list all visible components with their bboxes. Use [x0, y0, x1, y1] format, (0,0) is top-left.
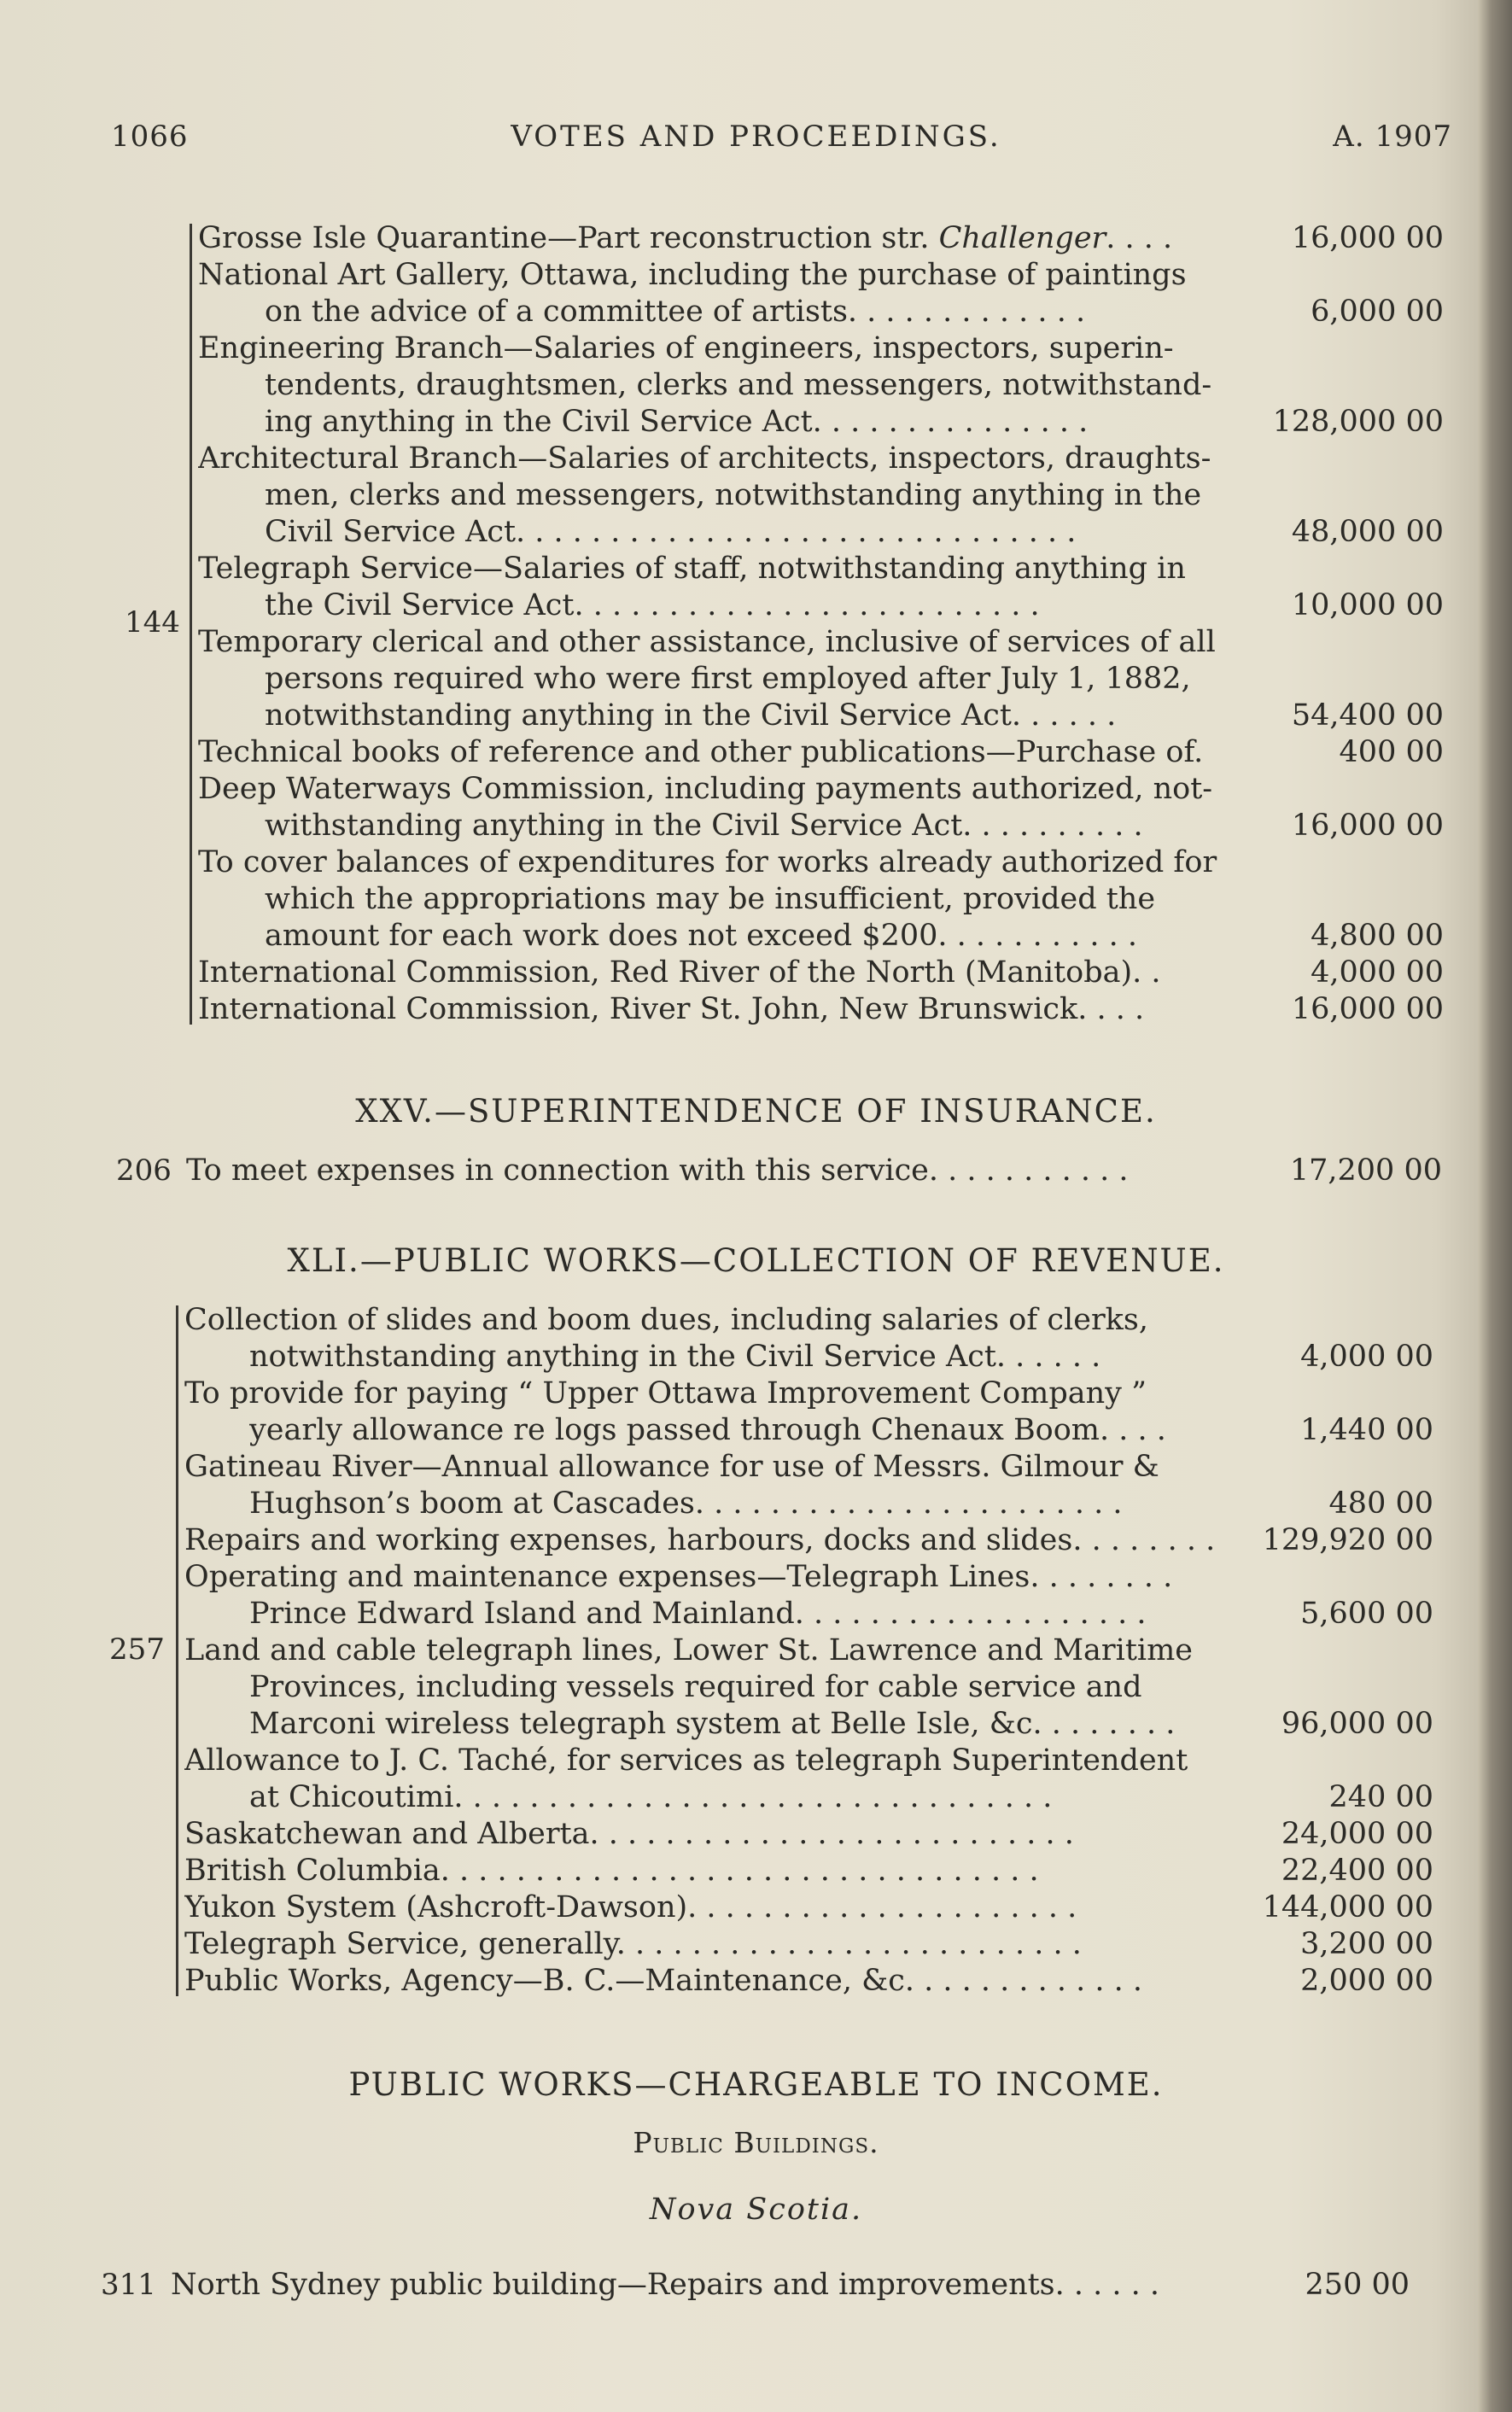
item-description: amount for each work does not exceed $200. . . . . . . . . . .	[265, 919, 1138, 953]
item-description: yearly allowance re logs passed through Chenaux Boom. . . .	[249, 1413, 1166, 1447]
item-description: at Chicoutimi. . . . . . . . . . . . . . . . . . . . . . . . . . . . . . . .	[249, 1780, 1053, 1814]
list-item-line	[0, 330, 1512, 367]
item-amount: 22,400 00	[1281, 1854, 1433, 1888]
item-amount: 129,920 00	[1262, 1523, 1433, 1557]
item-amount: 16,000 00	[1291, 809, 1444, 843]
item-description: Prince Edward Island and Mainland. . . . . . . . . . . . . . . . . . .	[249, 1597, 1147, 1631]
item-amount: 24,000 00	[1281, 1817, 1433, 1851]
item-description: Public Works, Agency—B. C.—Maintenance, &c. . . . . . . . . . . . .	[184, 1964, 1142, 1998]
list-item-line	[0, 881, 1512, 918]
list-item-line	[0, 1889, 1512, 1926]
list-item-line	[0, 441, 1512, 477]
list-item-line	[0, 551, 1512, 587]
list-item-line	[0, 991, 1512, 1028]
item-amount: 48,000 00	[1291, 515, 1444, 549]
list-item-line	[0, 1779, 1512, 1816]
item-description: notwithstanding anything in the Civil Service Act. . . . . .	[249, 1340, 1101, 1374]
list-item-line	[0, 220, 1512, 257]
item-description: Collection of slides and boom dues, including salaries of clerks,	[184, 1303, 1148, 1337]
item-amount: 4,000 00	[1300, 1340, 1433, 1374]
item-description: To meet expenses in connection with this service. . . . . . . . . . .	[186, 1153, 1129, 1188]
item-description: Hughson’s boom at Cascades. . . . . . . . . . . . . . . . . . . . . . .	[249, 1486, 1123, 1521]
section-income-province: Nova Scotia.	[649, 2193, 863, 2227]
item-description: British Columbia. . . . . . . . . . . . . . . . . . . . . . . . . . . . . . . .	[184, 1854, 1039, 1888]
list-item-line	[0, 1339, 1512, 1375]
list-item-line	[0, 294, 1512, 330]
item-description: which the appropriations may be insufficient, provided the	[265, 882, 1156, 916]
list-item-line	[0, 661, 1512, 698]
item-amount: 240 00	[1328, 1780, 1433, 1814]
item-description: To provide for paying “ Upper Ottawa Improvement Company ”	[184, 1376, 1147, 1410]
item-description: International Commission, Red River of the North (Manitoba). .	[198, 955, 1161, 990]
item-description: Saskatchewan and Alberta. . . . . . . . . . . . . . . . . . . . . . . . . .	[184, 1817, 1074, 1851]
item-description: Engineering Branch—Salaries of engineers, inspectors, superin-	[198, 331, 1174, 365]
list-item-line	[0, 698, 1512, 734]
item-description: Allowance to J. C. Taché, for services as telegraph Superintendent	[184, 1743, 1188, 1778]
list-item-line	[0, 1486, 1512, 1522]
item-amount: 96,000 00	[1281, 1707, 1433, 1741]
item-amount: 480 00	[1328, 1486, 1433, 1521]
list-item-line	[0, 1522, 1512, 1559]
item-description: Land and cable telegraph lines, Lower St. Lawrence and Maritime	[184, 1633, 1193, 1667]
item-description: Repairs and working expenses, harbours, docks and slides. . . . . . . .	[184, 1523, 1216, 1557]
list-item-line	[0, 1853, 1512, 1889]
page-title: VOTES AND PROCEEDINGS.	[511, 120, 1001, 154]
item-amount: 4,800 00	[1311, 919, 1444, 953]
item-amount: 17,200 00	[1289, 1153, 1442, 1188]
item-description: notwithstanding anything in the Civil Service Act. . . . . .	[265, 698, 1117, 733]
item-description: Marconi wireless telegraph system at Belle Isle, &c. . . . . . . .	[249, 1707, 1176, 1741]
item-description: Provinces, including vessels required for cable service and	[249, 1670, 1142, 1704]
vote-number: 206	[116, 1153, 172, 1188]
item-description: Civil Service Act. . . . . . . . . . . . . . . . . . . . . . . . . . . . . .	[265, 515, 1077, 549]
item-amount: 4,000 00	[1311, 955, 1444, 990]
item-amount: 16,000 00	[1291, 221, 1444, 255]
page-number: 1066	[111, 120, 189, 154]
item-amount: 144,000 00	[1262, 1890, 1433, 1924]
item-amount: 16,000 00	[1291, 992, 1444, 1026]
item-amount: 54,400 00	[1291, 698, 1444, 733]
item-description: men, clerks and messengers, notwithstanding anything in the	[265, 478, 1202, 512]
item-description: North Sydney public building—Repairs and improvements. . . . . .	[171, 2268, 1160, 2302]
item-description: Gatineau River—Annual allowance for use of Messrs. Gilmour &	[184, 1450, 1159, 1484]
list-item-line	[0, 1412, 1512, 1449]
vote-number: 144	[125, 605, 180, 640]
insurance-row	[0, 1153, 1512, 1189]
list-item-line	[0, 1926, 1512, 1963]
section-revenue-title: XLI.—PUBLIC WORKS—COLLECTION OF REVENUE.	[287, 1242, 1225, 1279]
list-item-line	[0, 404, 1512, 441]
item-description: To cover balances of expenditures for works already authorized for	[198, 845, 1217, 879]
list-item-line	[0, 844, 1512, 881]
list-item-line	[0, 771, 1512, 808]
item-description: Temporary clerical and other assistance, inclusive of services of all	[198, 625, 1216, 659]
item-amount: 250 00	[1305, 2268, 1410, 2302]
group-brace	[190, 224, 192, 1025]
item-description: tendents, draughtsmen, clerks and messengers, notwithstand-	[265, 368, 1212, 402]
list-item-line	[0, 624, 1512, 661]
item-description: Telegraph Service—Salaries of staff, notwithstanding anything in	[198, 552, 1186, 586]
item-description: Operating and maintenance expenses—Telegraph Lines. . . . . . . .	[184, 1560, 1173, 1594]
item-amount: 5,600 00	[1300, 1597, 1433, 1631]
item-description: Architectural Branch—Salaries of architects, inspectors, draughts-	[198, 441, 1211, 476]
list-item-line	[0, 477, 1512, 514]
list-item-line	[0, 955, 1512, 991]
income-row	[0, 2267, 1512, 2304]
list-item-line	[0, 1302, 1512, 1339]
list-item-line	[0, 1375, 1512, 1412]
item-description: Grosse Isle Quarantine—Part reconstruction str. Challenger. . . .	[198, 221, 1173, 255]
item-description: Telegraph Service, generally. . . . . . . . . . . . . . . . . . . . . . . . .	[184, 1927, 1082, 1961]
list-item-line	[0, 587, 1512, 624]
list-item-line	[0, 1816, 1512, 1853]
page-year: A. 1907	[1333, 120, 1452, 154]
list-item-line	[0, 257, 1512, 294]
item-description: International Commission, River St. John, New Brunswick. . . .	[198, 992, 1145, 1026]
group-brace	[176, 1305, 178, 1996]
item-amount: 400 00	[1339, 735, 1444, 769]
list-item-line	[0, 1669, 1512, 1706]
vote-number: 257	[109, 1632, 165, 1667]
list-item-line	[0, 1963, 1512, 2000]
list-item-line	[0, 1632, 1512, 1669]
item-amount: 2,000 00	[1300, 1964, 1433, 1998]
list-item-line	[0, 1596, 1512, 1632]
item-amount: 1,440 00	[1300, 1413, 1433, 1447]
item-description: withstanding anything in the Civil Service Act. . . . . . . . . .	[265, 809, 1143, 843]
item-description: Yukon System (Ashcroft-Dawson). . . . . . . . . . . . . . . . . . . . .	[184, 1890, 1077, 1924]
item-description: Technical books of reference and other publications—Purchase of.	[198, 735, 1204, 769]
section-income-subtitle: Public Buildings.	[633, 2126, 879, 2159]
item-description: National Art Gallery, Ottawa, including the purchase of paintings	[198, 258, 1187, 292]
list-item-line	[0, 1743, 1512, 1779]
list-item-line	[0, 1706, 1512, 1743]
vote-number: 311	[101, 2268, 156, 2302]
list-item-line	[0, 367, 1512, 404]
item-description: on the advice of a committee of artists. . . . . . . . . . . . .	[265, 295, 1086, 329]
list-item-line	[0, 918, 1512, 955]
list-item-line	[0, 808, 1512, 844]
list-item-line	[0, 734, 1512, 771]
item-description: ing anything in the Civil Service Act. . . . . . . . . . . . . . .	[265, 405, 1089, 439]
list-item-line	[0, 1449, 1512, 1486]
section-income-title: PUBLIC WORKS—CHARGEABLE TO INCOME.	[348, 2066, 1164, 2103]
list-item-line	[0, 514, 1512, 551]
section-insurance-title: XXV.—SUPERINTENDENCE OF INSURANCE.	[355, 1093, 1157, 1130]
item-description: Deep Waterways Commission, including payments authorized, not-	[198, 772, 1213, 806]
item-amount: 128,000 00	[1272, 405, 1444, 439]
item-description: the Civil Service Act. . . . . . . . . . . . . . . . . . . . . . . . .	[265, 588, 1040, 622]
item-amount: 6,000 00	[1311, 295, 1444, 329]
item-description: persons required who were first employed after July 1, 1882,	[265, 662, 1191, 696]
list-item-line	[0, 1559, 1512, 1596]
item-amount: 10,000 00	[1291, 588, 1444, 622]
item-amount: 3,200 00	[1300, 1927, 1433, 1961]
